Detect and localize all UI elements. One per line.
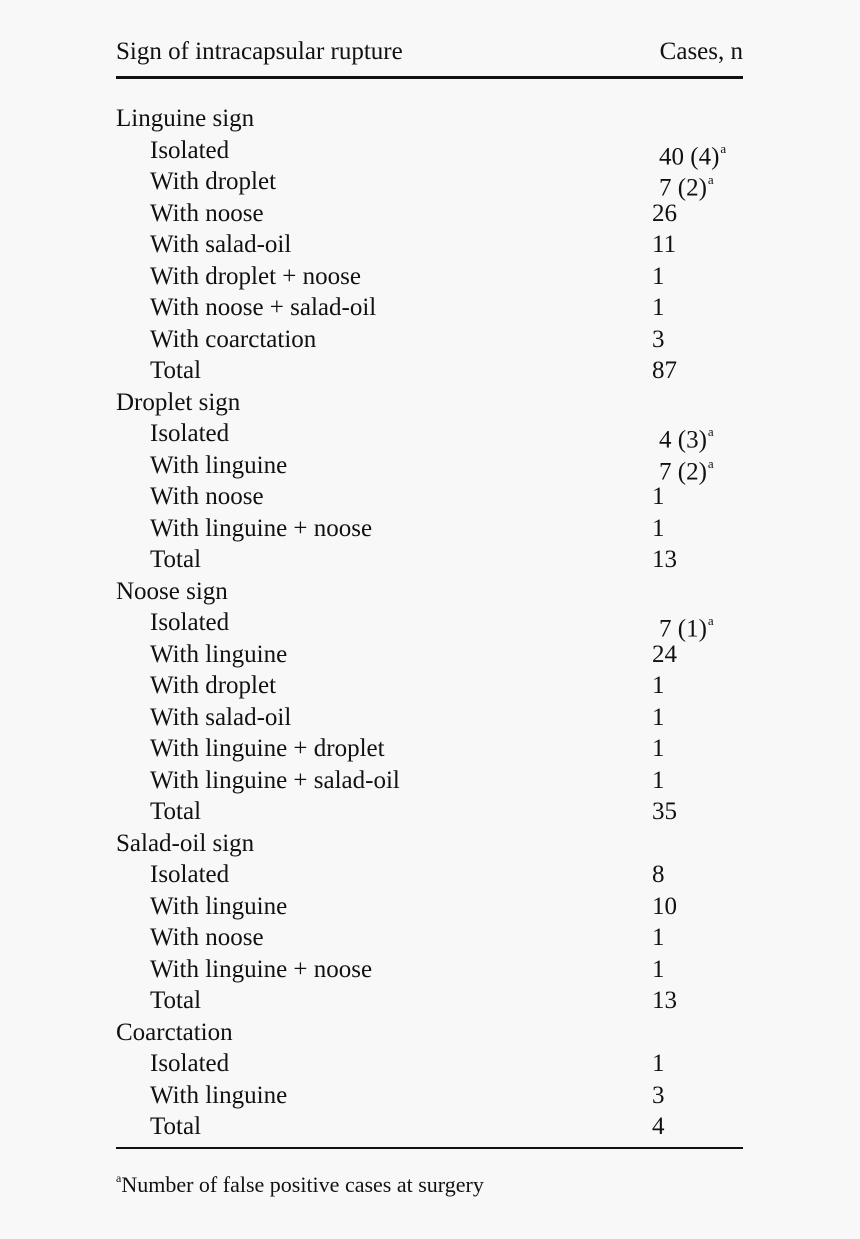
bottom-rule xyxy=(116,1147,743,1149)
group-row xyxy=(116,387,743,419)
row-value-number: 8 xyxy=(652,861,665,888)
row-value xyxy=(652,670,665,702)
row-label: With salad-oil xyxy=(150,703,292,731)
table-row xyxy=(116,859,743,891)
table-row xyxy=(116,450,743,485)
group-row xyxy=(116,828,743,860)
group-label: Salad-oil sign xyxy=(116,829,255,857)
row-value-number: 1 xyxy=(652,514,665,542)
group-label: Noose sign xyxy=(116,577,228,605)
table-row xyxy=(116,1048,743,1080)
row-value xyxy=(652,796,677,828)
row-value xyxy=(652,639,677,671)
row-value-number: 35 xyxy=(652,798,677,825)
header-rule xyxy=(116,76,743,79)
row-value xyxy=(652,481,665,513)
row-value-footnote-marker: a xyxy=(720,140,727,156)
table-header xyxy=(116,38,743,74)
row-label: With droplet xyxy=(150,672,277,699)
table-row xyxy=(116,954,743,986)
row-value xyxy=(652,355,677,387)
row-label: Total xyxy=(150,1113,202,1140)
row-value xyxy=(652,513,665,545)
group-label: Coarctation xyxy=(116,1018,233,1046)
footnote xyxy=(116,1172,484,1198)
row-label: Total xyxy=(150,546,202,573)
row-value xyxy=(652,733,665,765)
row-value-number: 3 xyxy=(652,325,665,353)
table-row xyxy=(116,135,743,170)
row-value xyxy=(652,261,665,293)
row-value-footnote-marker: a xyxy=(707,613,714,628)
group-label: Linguine sign xyxy=(116,105,255,132)
row-value-footnote-marker: a xyxy=(707,424,714,439)
row-label: With coarctation xyxy=(150,325,317,353)
row-value-number: 24 xyxy=(652,640,677,668)
row-value xyxy=(652,229,676,261)
row-label: With noose + salad-oil xyxy=(150,294,377,321)
row-label: With salad-oil xyxy=(150,231,292,258)
group-row xyxy=(116,103,743,135)
row-label: With droplet xyxy=(150,168,277,195)
row-value xyxy=(652,954,665,986)
row-value xyxy=(652,544,677,576)
row-label: With linguine xyxy=(150,1081,288,1109)
row-label: Isolated xyxy=(150,1050,230,1077)
table-row xyxy=(116,639,743,671)
row-label: With linguine xyxy=(150,640,288,668)
group-row xyxy=(116,576,743,608)
row-label: With droplet + noose xyxy=(150,262,361,290)
row-value xyxy=(652,324,665,356)
row-value-number: 7 (2) xyxy=(659,457,707,485)
table-row xyxy=(116,481,743,513)
table-row xyxy=(116,733,743,765)
row-value-number: 7 (2) xyxy=(659,174,707,202)
row-value-number: 1 xyxy=(652,672,665,699)
row-label: With linguine + droplet xyxy=(150,735,385,762)
row-value xyxy=(652,859,665,891)
table-row xyxy=(116,765,743,797)
table-row xyxy=(116,891,743,923)
row-value-number: 26 xyxy=(652,199,677,227)
table-row xyxy=(116,607,743,643)
row-value-number: 4 xyxy=(652,1113,665,1140)
row-value-number: 1 xyxy=(652,262,665,290)
header-cases-column: Cases, n xyxy=(659,38,743,65)
row-label: With noose xyxy=(150,483,264,510)
table-row xyxy=(116,198,743,230)
row-value-number: 10 xyxy=(652,892,677,920)
row-label: Isolated xyxy=(150,136,230,164)
row-value-number: 1 xyxy=(652,1050,665,1077)
row-value xyxy=(652,1111,665,1143)
row-value-footnote-marker: a xyxy=(707,172,714,187)
table-row xyxy=(116,922,743,954)
row-label: With linguine + noose xyxy=(150,514,373,542)
group-label: Droplet sign xyxy=(116,388,241,416)
row-value xyxy=(652,292,665,324)
row-label: Isolated xyxy=(150,861,230,888)
row-value-number: 7 (1) xyxy=(659,615,707,643)
row-value xyxy=(652,1080,665,1112)
row-label: Total xyxy=(150,987,202,1014)
table-row xyxy=(116,166,743,202)
row-value xyxy=(652,891,677,923)
row-value-number: 1 xyxy=(652,924,665,951)
table-row xyxy=(116,355,743,387)
row-label: Total xyxy=(150,357,202,384)
table-row xyxy=(116,796,743,828)
table-row xyxy=(116,229,743,261)
table-row xyxy=(116,292,743,324)
row-value-number: 87 xyxy=(652,357,677,384)
row-value-number: 1 xyxy=(652,735,665,762)
row-value-number: 13 xyxy=(652,546,677,573)
row-value xyxy=(652,765,665,797)
footnote-marker: a xyxy=(116,1170,122,1185)
table-row xyxy=(116,544,743,576)
row-label: With noose xyxy=(150,199,264,227)
header-sign-column: Sign of intracapsular rupture xyxy=(116,38,403,65)
row-value xyxy=(652,985,677,1017)
table-row xyxy=(116,702,743,734)
row-label: Isolated xyxy=(150,609,230,636)
row-label: With linguine xyxy=(150,892,288,920)
table-row xyxy=(116,985,743,1017)
row-value xyxy=(652,198,677,230)
row-value-number: 1 xyxy=(652,483,665,510)
row-value-number: 1 xyxy=(652,703,665,731)
table-row xyxy=(116,1080,743,1112)
row-value-number: 1 xyxy=(652,955,665,983)
row-value-number: 11 xyxy=(652,231,677,258)
table-row xyxy=(116,1111,743,1143)
footnote-text: Number of false positive cases at surgery xyxy=(121,1172,484,1197)
row-label: With linguine xyxy=(150,451,288,479)
row-label: Isolated xyxy=(150,420,230,447)
table-row xyxy=(116,513,743,545)
row-value-number: 13 xyxy=(652,987,677,1014)
row-value-number: 1 xyxy=(652,766,665,794)
row-value-number: 3 xyxy=(652,1081,665,1109)
table-row xyxy=(116,418,743,454)
row-value xyxy=(652,922,665,954)
row-value-number: 4 (3) xyxy=(659,426,707,454)
row-label: With linguine + noose xyxy=(150,955,373,983)
table-row xyxy=(116,670,743,702)
row-label: With linguine + salad-oil xyxy=(150,766,400,794)
row-label: Total xyxy=(150,798,202,825)
row-value xyxy=(652,1048,665,1080)
row-value-footnote-marker: a xyxy=(707,455,714,471)
table-row xyxy=(116,261,743,293)
row-value-number: 1 xyxy=(652,294,665,321)
row-value xyxy=(652,702,665,734)
row-value-number: 40 (4) xyxy=(659,142,720,170)
table-row xyxy=(116,324,743,356)
row-label: With noose xyxy=(150,924,264,951)
table-body xyxy=(116,103,743,1143)
group-row xyxy=(116,1017,743,1049)
